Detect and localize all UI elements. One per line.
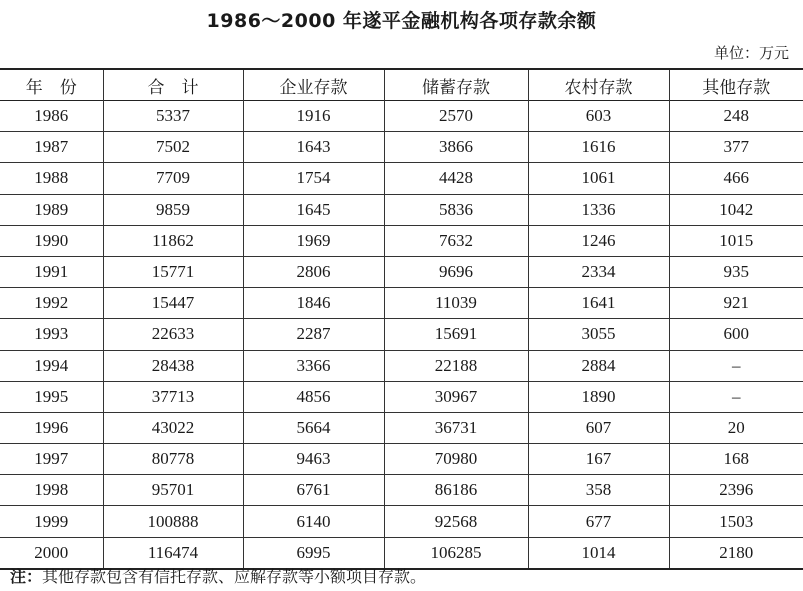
table-row: [0, 319, 803, 350]
rural-deposits-cell: 1890: [528, 381, 669, 412]
enterprise-deposits-cell: 1643: [243, 132, 384, 163]
column-header-year: 年 份: [25, 77, 77, 98]
column-header-enterprise-deposits: 企业存款: [243, 69, 384, 101]
other-deposits-cell: 1015: [669, 225, 803, 256]
column-header-total: 合 计: [103, 69, 243, 101]
rural-deposits-cell: 607: [528, 412, 669, 443]
total-cell: 43022: [103, 412, 243, 443]
table-row: [0, 132, 803, 163]
total-cell: 100888: [103, 506, 243, 537]
other-deposits-cell: 2396: [669, 475, 803, 506]
savings-deposits-cell: 4428: [384, 163, 528, 194]
footnote: [10, 564, 426, 587]
footnote-text: 其他存款包含有信托存款、应解存款等小额项目存款。: [42, 567, 427, 586]
year-cell: 1991: [0, 256, 103, 287]
table-row: [0, 444, 803, 475]
other-deposits-cell: 1042: [669, 194, 803, 225]
enterprise-deposits-cell: 2287: [243, 319, 384, 350]
year-cell: 1990: [0, 225, 103, 256]
column-header-other-deposits: 其他存款: [669, 69, 803, 101]
total-cell: 28438: [103, 350, 243, 381]
savings-deposits-cell: 7632: [384, 225, 528, 256]
table-row: [0, 288, 803, 319]
rural-deposits-cell: 2884: [528, 350, 669, 381]
other-deposits-cell: 935: [669, 256, 803, 287]
table-row: [0, 475, 803, 506]
total-cell: 11862: [103, 225, 243, 256]
table-row: [0, 256, 803, 287]
other-deposits-cell: 248: [669, 101, 803, 132]
rural-deposits-cell: 603: [528, 101, 669, 132]
savings-deposits-cell: 70980: [384, 444, 528, 475]
enterprise-deposits-cell: 6761: [243, 475, 384, 506]
total-cell: 116474: [103, 537, 243, 569]
page-title: 1986～2000 年遂平金融机构各项存款余额: [206, 10, 597, 32]
savings-deposits-cell: 2570: [384, 101, 528, 132]
total-cell: 7502: [103, 132, 243, 163]
enterprise-deposits-cell: 3366: [243, 350, 384, 381]
total-cell: 7709: [103, 163, 243, 194]
savings-deposits-cell: 106285: [384, 537, 528, 569]
other-deposits-cell: –: [669, 381, 803, 412]
enterprise-deposits-cell: 5664: [243, 412, 384, 443]
enterprise-deposits-cell: 2806: [243, 256, 384, 287]
rural-deposits-cell: 1014: [528, 537, 669, 569]
year-cell: 1989: [0, 194, 103, 225]
savings-deposits-cell: 36731: [384, 412, 528, 443]
enterprise-deposits-cell: 4856: [243, 381, 384, 412]
other-deposits-cell: 377: [669, 132, 803, 163]
table-row: [0, 381, 803, 412]
enterprise-deposits-cell: 6995: [243, 537, 384, 569]
year-cell: 1999: [0, 506, 103, 537]
rural-deposits-cell: 1641: [528, 288, 669, 319]
table-row: [0, 101, 803, 132]
total-cell: 22633: [103, 319, 243, 350]
year-cell: 1988: [0, 163, 103, 194]
enterprise-deposits-cell: 6140: [243, 506, 384, 537]
rural-deposits-cell: 358: [528, 475, 669, 506]
other-deposits-cell: 1503: [669, 506, 803, 537]
enterprise-deposits-cell: 1916: [243, 101, 384, 132]
total-cell: 15447: [103, 288, 243, 319]
other-deposits-cell: 168: [669, 444, 803, 475]
other-deposits-cell: 466: [669, 163, 803, 194]
year-cell: 1997: [0, 444, 103, 475]
rural-deposits-cell: 1246: [528, 225, 669, 256]
year-cell: 1992: [0, 288, 103, 319]
rural-deposits-cell: 167: [528, 444, 669, 475]
footnote-label: 注：: [10, 567, 43, 586]
column-header-savings-deposits: 储蓄存款: [384, 69, 528, 101]
table-row: [0, 506, 803, 537]
year-cell: 1996: [0, 412, 103, 443]
rural-deposits-cell: 3055: [528, 319, 669, 350]
rural-deposits-cell: 677: [528, 506, 669, 537]
year-cell: 1998: [0, 475, 103, 506]
savings-deposits-cell: 9696: [384, 256, 528, 287]
unit-label: 单位：万元: [713, 44, 789, 62]
enterprise-deposits-cell: 1645: [243, 194, 384, 225]
rural-deposits-cell: 1616: [528, 132, 669, 163]
other-deposits-cell: 2180: [669, 537, 803, 569]
total-cell: 37713: [103, 381, 243, 412]
year-cell: 1987: [0, 132, 103, 163]
savings-deposits-cell: 86186: [384, 475, 528, 506]
total-cell: 15771: [103, 256, 243, 287]
year-cell: 1986: [34, 106, 69, 126]
deposit-table: [0, 68, 803, 570]
other-deposits-cell: –: [669, 350, 803, 381]
enterprise-deposits-cell: 1846: [243, 288, 384, 319]
table-header-row: [0, 69, 803, 101]
total-cell: 95701: [103, 475, 243, 506]
other-deposits-cell: 921: [669, 288, 803, 319]
savings-deposits-cell: 30967: [384, 381, 528, 412]
enterprise-deposits-cell: 1969: [243, 225, 384, 256]
savings-deposits-cell: 15691: [384, 319, 528, 350]
enterprise-deposits-cell: 1754: [243, 163, 384, 194]
table-row: [0, 412, 803, 443]
year-cell: 1993: [0, 319, 103, 350]
other-deposits-cell: 20: [669, 412, 803, 443]
savings-deposits-cell: 22188: [384, 350, 528, 381]
rural-deposits-cell: 2334: [528, 256, 669, 287]
savings-deposits-cell: 11039: [384, 288, 528, 319]
total-cell: 80778: [103, 444, 243, 475]
other-deposits-cell: 600: [669, 319, 803, 350]
total-cell: 9859: [103, 194, 243, 225]
savings-deposits-cell: 5836: [384, 194, 528, 225]
total-cell: 5337: [103, 101, 243, 132]
year-cell: 2000: [0, 537, 103, 569]
table-row: [0, 350, 803, 381]
column-header-rural-deposits: 农村存款: [528, 69, 669, 101]
savings-deposits-cell: 92568: [384, 506, 528, 537]
rural-deposits-cell: 1061: [528, 163, 669, 194]
table-row: [0, 163, 803, 194]
year-cell: 1994: [0, 350, 103, 381]
table-row: [0, 194, 803, 225]
year-cell: 1995: [0, 381, 103, 412]
savings-deposits-cell: 3866: [384, 132, 528, 163]
table-row: [0, 225, 803, 256]
rural-deposits-cell: 1336: [528, 194, 669, 225]
enterprise-deposits-cell: 9463: [243, 444, 384, 475]
table-body: [0, 101, 803, 569]
